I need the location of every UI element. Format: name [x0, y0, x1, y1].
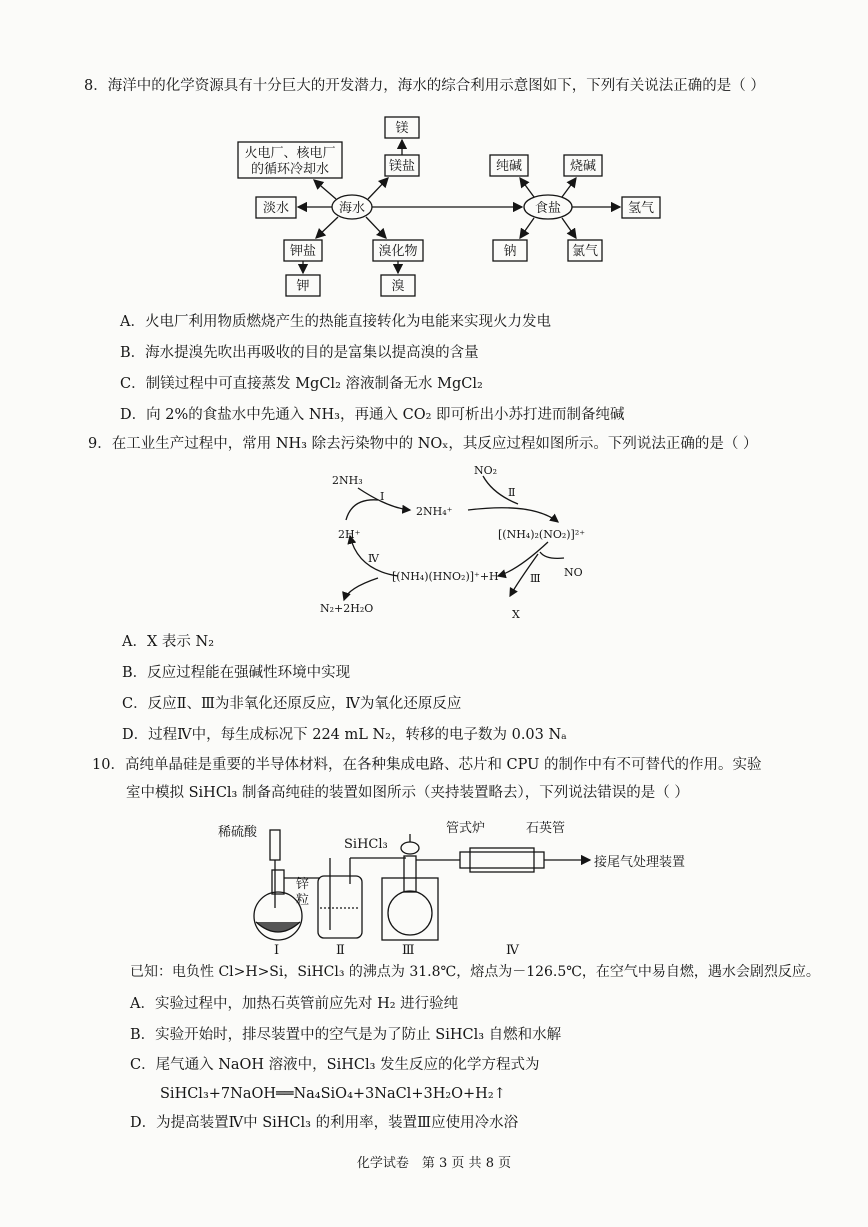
no2-label: NO₂	[474, 464, 498, 477]
exhaust-label: 接尾气处理装置	[594, 855, 686, 870]
plant-label-1: 火电厂、核电厂	[244, 146, 336, 161]
page-footer: 化学试卷 第 3 页 共 8 页	[356, 1156, 512, 1171]
complex2-label: [(NH₄)(HNO₂)]⁺+H⁺	[392, 570, 505, 583]
q8-option-d: D．向 2%的食盐水中先通入 NH₃，再通入 CO₂ 即可析出小苏打进而制备纯碱	[120, 407, 625, 423]
step3-label: Ⅲ	[530, 572, 541, 585]
seawater-label: 海水	[338, 201, 366, 216]
sihcl3-label: SiHCl₃	[344, 837, 388, 852]
q8-option-b: B．海水提溴先吹出再吸收的目的是富集以提高溴的含量	[120, 345, 479, 361]
q8-option-a: A．火电厂利用物质燃烧产生的热能直接转化为电能来实现火力发电	[120, 314, 551, 330]
q8-stem: 8．海洋中的化学资源具有十分巨大的开发潜力，海水的综合利用示意图如下，下列有关说法正确的是（ ）	[84, 78, 765, 94]
q8-option-c: C．制镁过程中可直接蒸发 MgCl₂ 溶液制备无水 MgCl₂	[120, 376, 483, 392]
mg-label: 镁	[395, 121, 409, 136]
na-label: 钠	[503, 244, 517, 259]
q10-stem-line1: 10．高纯单晶硅是重要的半导体材料，在各种集成电路、芯片和 CPU 的制作中有不可替代的作用。实验	[92, 757, 762, 773]
apparatus-3-label: Ⅲ	[402, 943, 415, 958]
q10-equation: SiHCl₃+7NaOH══Na₄SiO₄+3NaCl+3H₂O+H₂↑	[160, 1086, 506, 1102]
q10-apparatus-diagram	[210, 808, 710, 958]
k-label: 钾	[296, 279, 310, 294]
q9-option-c: C．反应Ⅱ、Ⅲ为非氧化还原反应，Ⅳ为氧化还原反应	[122, 696, 462, 712]
step2-label: Ⅱ	[508, 486, 516, 499]
nh3-label: 2NH₃	[332, 474, 363, 487]
mg-salt-label: 镁盐	[388, 159, 416, 174]
q9-diagram	[318, 458, 618, 628]
no-label: NO	[564, 566, 583, 579]
plant-label-2: 的循环冷却水	[250, 162, 330, 177]
quartz-label: 石英管	[526, 821, 566, 836]
soda-ash-label: 纯碱	[495, 159, 523, 174]
x-label: X	[512, 608, 520, 621]
zinc-label-2: 粒	[296, 893, 310, 908]
complex1-label: [(NH₄)₂(NO₂)]²⁺	[498, 528, 586, 541]
q10-known: 已知：电负性 Cl>H>Si，SiHCl₃ 的沸点为 31.8℃，熔点为－126.5℃，在空气中易自燃，遇水会剧烈反应。	[130, 964, 820, 980]
br-label: 溴	[391, 279, 405, 294]
q9-option-a: A．X 表示 N₂	[122, 634, 215, 650]
h-label: 2H⁺	[338, 528, 361, 541]
q9-stem: 9．在工业生产过程中，常用 NH₃ 除去污染物中的 NOₓ，其反应过程如图所示。下列说法正确的是（ ）	[88, 436, 758, 452]
zinc-label-1: 锌	[296, 877, 310, 892]
q10-option-c: C．尾气通入 NaOH 溶液中，SiHCl₃ 发生反应的化学方程式为	[130, 1057, 540, 1073]
q9-option-d: D．过程Ⅳ中，每生成标况下 224 mL N₂，转移的电子数为 0.03 Nₐ	[122, 727, 567, 743]
q10-stem-line2: 室中模拟 SiHCl₃ 制备高纯硅的装置如图所示（夹持装置略去），下列说法错误的是（ ）	[126, 785, 689, 801]
q10-option-d: D．为提高装置Ⅳ中 SiHCl₃ 的利用率，装置Ⅲ应使用冷水浴	[130, 1115, 519, 1131]
q10-option-b: B．实验开始时，排尽装置中的空气是为了防止 SiHCl₃ 自燃和水解	[130, 1027, 562, 1043]
caustic-label: 烧碱	[569, 159, 597, 174]
q9-option-b: B．反应过程能在强碱性环境中实现	[122, 665, 351, 681]
step4-label: Ⅳ	[368, 552, 379, 565]
cl2-label: 氯气	[571, 244, 599, 259]
q8-diagram	[228, 108, 678, 300]
k-salt-label: 钾盐	[289, 244, 317, 259]
h2-label: 氢气	[627, 201, 655, 216]
apparatus-1-label: Ⅰ	[274, 943, 280, 958]
step1-label: Ⅰ	[380, 490, 385, 503]
acid-label: 稀硫酸	[218, 825, 258, 840]
furnace-label: 管式炉	[446, 821, 486, 836]
freshwater-label: 淡水	[262, 201, 290, 216]
apparatus-2-label: Ⅱ	[336, 943, 345, 958]
nh4-label: 2NH₄⁺	[416, 505, 453, 518]
q10-option-a: A．实验过程中，加热石英管前应先对 H₂ 进行验纯	[130, 996, 459, 1012]
products-label: N₂+2H₂O	[320, 602, 374, 615]
apparatus-4-label: Ⅳ	[506, 943, 519, 958]
salt-label: 食盐	[534, 201, 562, 216]
bromide-label: 溴化物	[378, 244, 418, 259]
